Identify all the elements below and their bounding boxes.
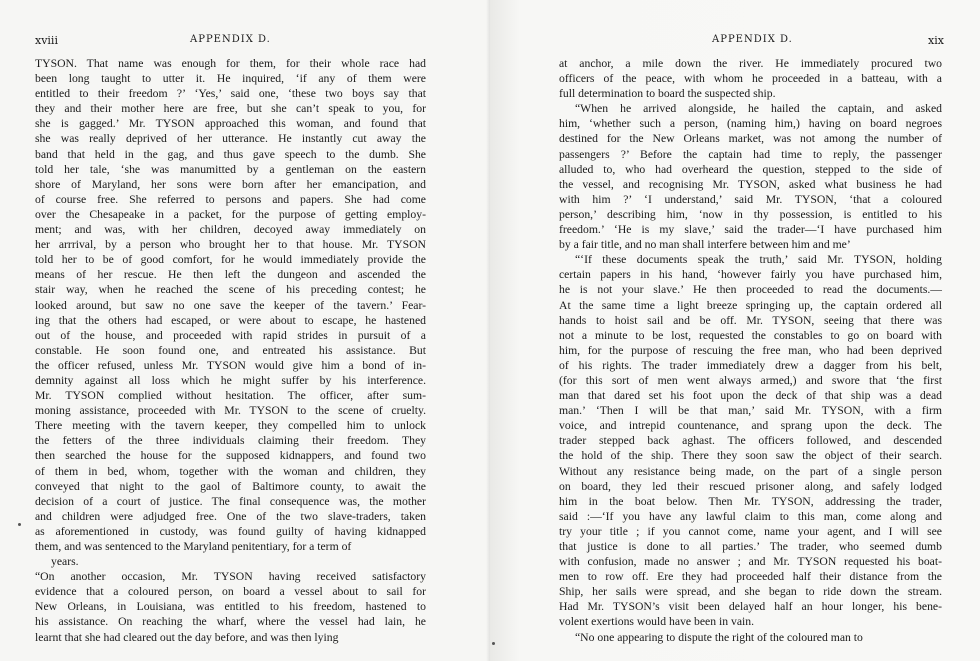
text-line: moning assistance, proceeded with Mr. TYSON to the scene of cruelty. (35, 404, 426, 418)
text-line: Without any resistance being made, on the part of a single person (559, 464, 942, 478)
text-line: the fetters of the three individuals claiming their freedom. They (35, 434, 426, 448)
text-line: There meeting with the tavern keeper, they compelled him to unlock (35, 419, 426, 433)
text-line: the hold of the ship. There they soon saw the object of their search. (559, 449, 942, 463)
specks (492, 642, 495, 645)
text-line: band that held in the gag, and thus gave speech to the dumb. She (35, 147, 426, 161)
text-line: the officer refused, unless Mr. TYSON would give him a bond of in- (35, 358, 426, 372)
text-line: his assistance. On reaching the wharf, where the vessel had lain, he (35, 615, 426, 629)
text-line: not a minute to be lost, requested the constables to go on board with (559, 328, 942, 342)
text-line: voice, and intrepid countenance, and sprang upon the deck. The (559, 419, 942, 433)
text-line: man that dared set his foot upon the deck of that ship was a dead (559, 389, 942, 403)
text-line: been long taught to utter it. He inquired, ‘if any of them were (35, 72, 426, 86)
text-line: destined for the New Orleans market, was not among the number of (559, 132, 942, 146)
text-line: man.’ ‘Then I will be that man,’ said Mr. TYSON, with a firm (559, 404, 942, 418)
text-line: her arrrival, by a person who brought her to that house. Mr. TYSON (35, 238, 426, 252)
text-line: that justice is done to all parties.’ The trader, who seemed dumb (559, 540, 942, 553)
text-line: decision of a court of justice. The final consequence was, the mother (35, 494, 426, 508)
text-line: learnt that she had cleared out the day before, and was then lying (35, 630, 339, 644)
text-line: officers of the peace, with whom he proceeded in a batteau, with a (559, 72, 942, 86)
text-line: him in the boat below. Then Mr. TYSON, addressing the trader, (559, 494, 942, 508)
text-line: ing that the others had escaped, or were about to escape, he hastened (35, 313, 426, 327)
text-line: “On another occasion, Mr. TYSON having received satisfactory (35, 570, 426, 584)
text-line: At the same time a light breeze springing up, the captain ordered all (559, 298, 942, 312)
text-line: means of her rescue. He then left the dungeon and ascended the (35, 268, 426, 282)
text-line: stair way, when he reached the scene of his preceding contest; he (35, 283, 426, 297)
text-line: passengers ?’ Before the captain had time to reply, the passenger (559, 147, 942, 161)
text-line: demnity against all loss which he might suffer by his interference. (35, 373, 426, 387)
left-page-number: xviii (35, 34, 58, 47)
text-line: TYSON. That name was enough for them, for their whole race had (35, 57, 426, 70)
text-line: evidence that a coloured person, on board a vessel about to sail for (35, 585, 426, 599)
text-line: out of the house, and proceeded with rapid strides in pursuit of a (35, 328, 426, 342)
text-line: “‘If these documents speak the truth,’ said Mr. TYSON, holding (575, 253, 942, 267)
right-page-text (559, 56, 942, 645)
text-line: told her to be of good comfort, for he would immediately provide the (35, 253, 426, 267)
right-page-number: xix (928, 34, 944, 47)
text-line: Mr. TYSON complied without hesitation. The officer, after sum- (35, 389, 426, 403)
text-line: constable. He soon found one, and entreated his assistance. But (35, 343, 426, 357)
text-line: years. (51, 555, 79, 569)
text-line: hands to hoist sail and be off. Mr. TYSON, seeing that there was (559, 313, 942, 327)
left-running-head: APPENDIX D. (190, 34, 271, 45)
text-line: over the Chesapeake in a packet, for the purpose of getting employ- (35, 207, 426, 221)
text-line: with him ?’ ‘I understand,’ said Mr. TYSON, ‘that a coloured (559, 192, 942, 206)
text-line: the vessel, and recognising Mr. TYSON, asked what business he had (559, 177, 942, 191)
text-line: she is gagged.’ Mr. TYSON approached this woman, and found that (35, 117, 426, 131)
text-line: then searched the house for the supposed kidnappers, and found two (35, 449, 426, 463)
text-line: certain papers in his hand, ‘however fairly you have purchased him, (559, 268, 942, 282)
text-line: conveyed that night to the gaol of Baltimore county, to await the (35, 479, 426, 493)
text-line: ment; and was, with her children, decoyed away immediately on (35, 223, 426, 237)
text-line: shore of Maryland, her sons were born after her emancipation, and (35, 177, 426, 191)
text-line: trader stepped back aghast. The officers followed, and descended (559, 434, 942, 448)
text-line: of them in bed, whom, together with the woman and children, they (35, 464, 426, 478)
text-line: entitled to their freedom ?’ ‘Yes,’ said one, ‘these two boys say that (35, 87, 426, 101)
text-line: said :—‘If you have any lawful claim to this man, come along and (559, 509, 942, 523)
text-line: by a fair title, and no man shall interfere between him and me’ (559, 238, 851, 252)
text-line: with confusion, made no answer ; and Mr. TYSON requested his boat- (559, 555, 942, 569)
text-line: person,’ describing him, ‘now in thy possession, is entitled to his (559, 207, 942, 221)
text-line: men to row off. Ere they had proceeded half their distance from the (559, 570, 942, 584)
text-line: him, for the purpose of rescuing the free man, who had been deprived (559, 343, 942, 357)
text-line: and children were adjudged free. One of the two slave-traders, taken (35, 509, 426, 523)
text-line: as aforementioned in custody, was found guilty of having kidnapped (35, 524, 426, 538)
text-line: full determination to board the suspected ship. (559, 87, 776, 101)
text-line: try your title ; if you cannot come, name your agent, and I will see (559, 524, 942, 538)
text-line: alluded to, who had overheard the question, stepped to the side of (559, 162, 942, 176)
right-running-head: APPENDIX D. (712, 34, 793, 45)
text-line: on board, they led their rescued prisoner along, and safely lodged (559, 479, 942, 493)
text-line: “No one appearing to dispute the right of the coloured man to (575, 630, 863, 644)
text-line: looked around, but saw no one save the keeper of the tavern.’ Fear- (35, 298, 426, 312)
text-line: “When he arrived alongside, he hailed the captain, and asked (575, 102, 942, 116)
text-line: of course free. She referred to persons and papers. She had come (35, 192, 426, 206)
text-line: she was really deprived of her utterance. He instantly cut away the (35, 132, 426, 146)
text-line: at anchor, a mile down the river. He immediately procured two (559, 57, 942, 70)
text-line: they and their mother here are free, but she can’t speak to you, for (35, 102, 426, 116)
right-page (490, 0, 980, 661)
text-line: Had Mr. TYSON’s visit been delayed half an hour longer, his bene- (559, 600, 942, 614)
text-line: freedom.’ ‘He is my slave,’ said the trader—‘I have purchased him (559, 223, 942, 237)
left-page-text (35, 56, 426, 645)
text-line: he is not your slave.’ He then proceeded to read the documents.— (559, 283, 942, 297)
text-line: him, ‘whether such a person, (naming him,) having on board negroes (559, 117, 942, 131)
text-line: them, and was sentenced to the Maryland penitentiary, for a term of (35, 540, 352, 553)
text-line: volent exertions would have been in vain. (559, 615, 755, 629)
text-line: Ship, her sails were spread, and she began to ride down the stream. (559, 585, 942, 599)
text-line: New Orleans, in Louisiana, was entitled to his freedom, hastened to (35, 600, 426, 614)
text-line: (for this sort of men went always armed,) and swore that ‘the first (559, 373, 942, 387)
specks (18, 523, 21, 526)
text-line: told her tale, ‘she was manumitted by a gentleman on the eastern (35, 162, 426, 176)
text-line: of his rights. The trader immediately drew a dagger from his belt, (559, 358, 942, 372)
